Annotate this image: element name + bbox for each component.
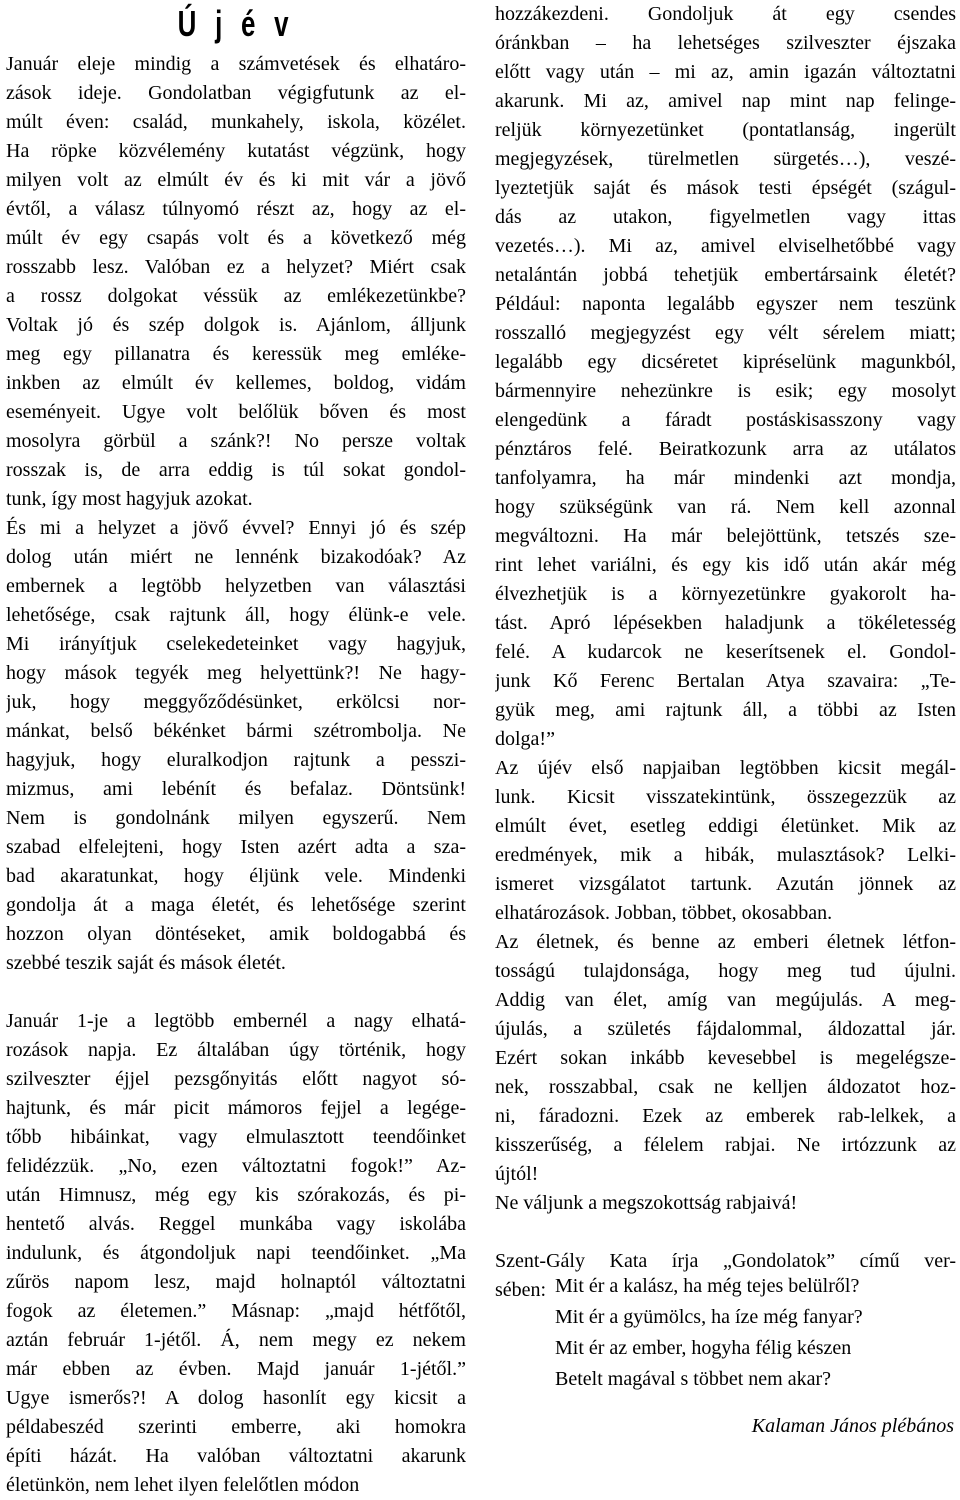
text-line: gondolja át a maga életét, és lehetősége szerint [6,894,466,916]
text-line: Addig van élet, amíg van megújulás. A meg- [495,989,956,1011]
text-line: rosszalló megjegyzést egy vélt sérelem miatt; [495,322,956,344]
text-line: újtól! [495,1163,539,1185]
text-line: óránkban – ha lehetséges szilveszter éjszaka [495,32,956,54]
text-line: eseményeit. Ugye volt belőlük bőven és most [6,401,466,423]
text-line: lyeztetjük saját és mások testi épségét (szágul- [495,177,956,199]
text-line: a rossz dolgokat véssük az emlékezetünkbe? [6,285,466,307]
left-column [6,0,466,1500]
text-line: fogok az életemen.” Másnap: „majd hétfőtől, [6,1300,466,1322]
text-line: indulunk, és átgondoljuk napi teendőinket. „Ma [6,1242,466,1264]
text-line: építi házát. Ha valóban változtatni akarunk [6,1445,466,1467]
paragraph [495,754,956,928]
text-line: rosszak is, de arra eddig is túl sokat gondol- [6,459,466,481]
text-line: hagyjuk, hogy eluralkodjon rajtunk a pesszi- [6,749,466,771]
text-line: tást. Apró lépésekben haladjunk a tökéletesség [495,612,956,634]
paragraph [6,50,466,514]
text-line: dolog után miért ne lennénk bizakodóak? Az [6,546,466,568]
text-line: sében: [495,1279,547,1301]
paragraph [495,928,956,1218]
text-line: pénztáros felé. Beiratkozunk arra az utálatos [495,438,956,460]
text-line: Mit ér a gyümölcs, ha íze még fanyar? [555,1306,863,1328]
text-line: rozások napja. Ez általában úgy történik, hogy [6,1039,466,1061]
text-line: múlt éven: család, munkahely, iskola, közélet. [6,111,466,133]
text-line: tőbb hibáinkat, vagy elmulasztott teendőinket [6,1126,466,1148]
text-line: Január eleje mindig a számvetések és elhatáro- [6,53,466,75]
text-line: felé. A kudarcok ne keserítsenek el. Gondol- [495,641,956,663]
signature: Kalaman János plébános [751,1415,954,1437]
text-line: elhatározások. Jobban, többet, okosabban. [495,902,833,924]
paragraph [6,514,466,978]
text-line: tanfolyamra, ha már mindenki azt mondja, [495,467,956,489]
text-line: Ugye ismerős?! A dolog hasonlít egy kicsit a [6,1387,466,1409]
text-line: tunk, így most hagyjuk azokat. [6,488,253,510]
text-line: elmúlt évet, esetleg eddigi életünket. Mik az [495,815,956,837]
text-line: után Himnusz, még egy kis szórakozás, és pi- [6,1184,466,1206]
text-line: eredmények, mik a hibák, mulasztások? Lelki- [495,844,956,866]
text-line: Ezért sokan inkább kevesebbel is megelégsze- [495,1047,956,1069]
text-line: újulás, a születés fájdalommal, áldozattal jár. [495,1018,956,1040]
text-line: netalántán jobbá tehetjük embertársaink életét? [495,264,956,286]
text-line: tosságú tulajdonsága, hogy meg tud újulni. [495,960,956,982]
poem [555,1271,955,1395]
text-line: szabad elfelejteni, hogy Isten azért adta a sza- [6,836,466,858]
right-column [495,0,956,1305]
text-line: szilveszter éjjel pezsgőnyitás előtt nagyot só- [6,1068,466,1090]
text-line: évtől, a válasz túlnyomó részt az, hogy az el- [6,198,466,220]
text-line: embernek a legtöbb helyzetben van választási [6,575,466,597]
text-line: megjegyzések, türelmetlen sürgetés…), veszé- [495,148,956,170]
text-line: ismeret vizsgálatot tartunk. Azután jönnek az [495,873,956,895]
text-line: junk Kő Ferenc Bertalan Atya szavaira: „Te- [495,670,956,692]
text-line: dás az utakon, figyelmetlen vagy ittas [495,206,956,228]
text-line: felidézzük. „No, ezen változtatni fogok!” Az- [6,1155,466,1177]
text-line: mizmus, ami lebénít és befalaz. Döntsünk! [6,778,466,800]
text-line: élvezhetjük is a környezetünkre gyakorolt ha- [495,583,956,605]
text-line: akarunk. Mi az, amivel nap mint nap felinge- [495,90,956,112]
text-line: lehetősége, csak rajtunk áll, hogy élünk-e vele. [6,604,466,626]
text-line: És mi a helyzet a jövő évvel? Ennyi jó és szép [6,517,466,539]
text-line: szebbé teszik saját és mások életét. [6,952,286,974]
text-line: Szent-Gály Kata írja „Gondolatok” című ver- [495,1250,956,1272]
text-line: hentető alvás. Reggel munkába vagy iskolába [6,1213,466,1235]
text-line: Nem is gondolnánk milyen egyszerű. Nem [6,807,466,829]
text-line: mánkat, belső békénket bármi szétrombolja. Ne [6,720,466,742]
paragraph [495,0,956,754]
article-title: Ú j é v [177,3,295,44]
text-line: Például: naponta legalább egyszer nem teszünk [495,293,956,315]
text-line: Január 1-je a legtöbb embernél a nagy elhatá- [6,1010,466,1032]
text-line: példabeszéd szerinti emberre, aki homokra [6,1416,466,1438]
text-line: megváltozni. Ha már belejöttünk, tetszés sze- [495,525,956,547]
text-line: rint lehet variálni, és egy kis idő után akár még [495,554,956,576]
text-line: hogy mások tegyék meg helyettünk?! Ne hagy- [6,662,466,684]
text-line: aztán február 1-jétől. Á, nem megy ez nekem [6,1329,466,1351]
text-line: mosolyra görbül a szánk?! No persze voltak [6,430,466,452]
text-line: legalább egy dicséretet kipréselünk magunkból, [495,351,956,373]
text-line: Mit ér a kalász, ha még tejes belülről? [555,1275,860,1297]
text-line: kisszerűség, a félelem rabjai. Ne irtózzunk az [495,1134,956,1156]
paragraph-gap [6,978,466,1007]
text-line: lunk. Kicsit visszatekintünk, összegezzük az [495,786,956,808]
paragraph [6,1007,466,1500]
text-line: múlt év egy csapás volt és a következő még [6,227,466,249]
text-line: zűrös napom lesz, majd holnaptól változtatni [6,1271,466,1293]
paragraph-gap [495,1218,956,1247]
text-line: Az életnek, és benne az emberi életnek létfon- [495,931,956,953]
text-line: hogy szükségünk van rá. Nem kell azonnal [495,496,956,518]
text-line: milyen volt az elmúlt év és ki mit vár a jövő [6,169,466,191]
text-line: Ne váljunk a megszokottság rabjaivá! [495,1192,798,1214]
text-line: reljük környezetünket (pontatlanság, ingerült [495,119,956,141]
text-line: rosszabb lesz. Valóban ez a helyzet? Miért csak [6,256,466,278]
text-line: zások ideje. Gondolatban végigfutunk az el- [6,82,466,104]
text-line: juk, hogy meggyőződésünket, erkölcsi nor- [6,691,466,713]
text-line: hozzon olyan döntéseket, amik boldogabbá és [6,923,466,945]
text-line: Ha röpke közvélemény kutatást végzünk, hogy [6,140,466,162]
text-line: elengedünk a fáradt postáskisasszony vagy [495,409,956,431]
text-line: életünkön, nem lehet ilyen felelőtlen módon [6,1474,360,1496]
text-line: előtt vagy után – mi az, amin igazán változtatni [495,61,956,83]
text-line: Betelt magával s többet nem akar? [555,1368,832,1390]
text-line: Az újév első napjaiban legtöbben kicsit megál- [495,757,956,779]
text-line: már ebben az évben. Majd január 1-jétől.” [6,1358,466,1380]
text-line: ni, fáradozni. Ezek az emberek rab-lelkek, a [495,1105,956,1127]
text-line: Mit ér az ember, hogyha félig készen [555,1337,852,1359]
text-line: meg egy pillanatra és keressük meg emléke- [6,343,466,365]
text-line: Mi irányítjuk cselekedeteinket vagy hagyjuk, [6,633,466,655]
text-line: bármennyire nehezünkre is esik; egy mosolyt [495,380,956,402]
text-line: gyük meg, ami rajtunk áll, a többi az Isten [495,699,956,721]
text-line: hozzákezdeni. Gondoljuk át egy csendes [495,3,956,25]
text-line: nek, rosszabbal, csak ne kelljen áldozatot hoz- [495,1076,956,1098]
text-line: hajtunk, és már picit mámoros fejjel a legége- [6,1097,466,1119]
text-line: bad akaratunkat, hogy éljünk vele. Mindenki [6,865,466,887]
text-line: inkben az elmúlt év kellemes, boldog, vidám [6,372,466,394]
text-line: vezetés…). Mi az, amivel elviselhetőbbé vagy [495,235,956,257]
text-line: Voltak jó és szép dolgok is. Ajánlom, álljunk [6,314,466,336]
text-line: dolga!” [495,728,555,750]
